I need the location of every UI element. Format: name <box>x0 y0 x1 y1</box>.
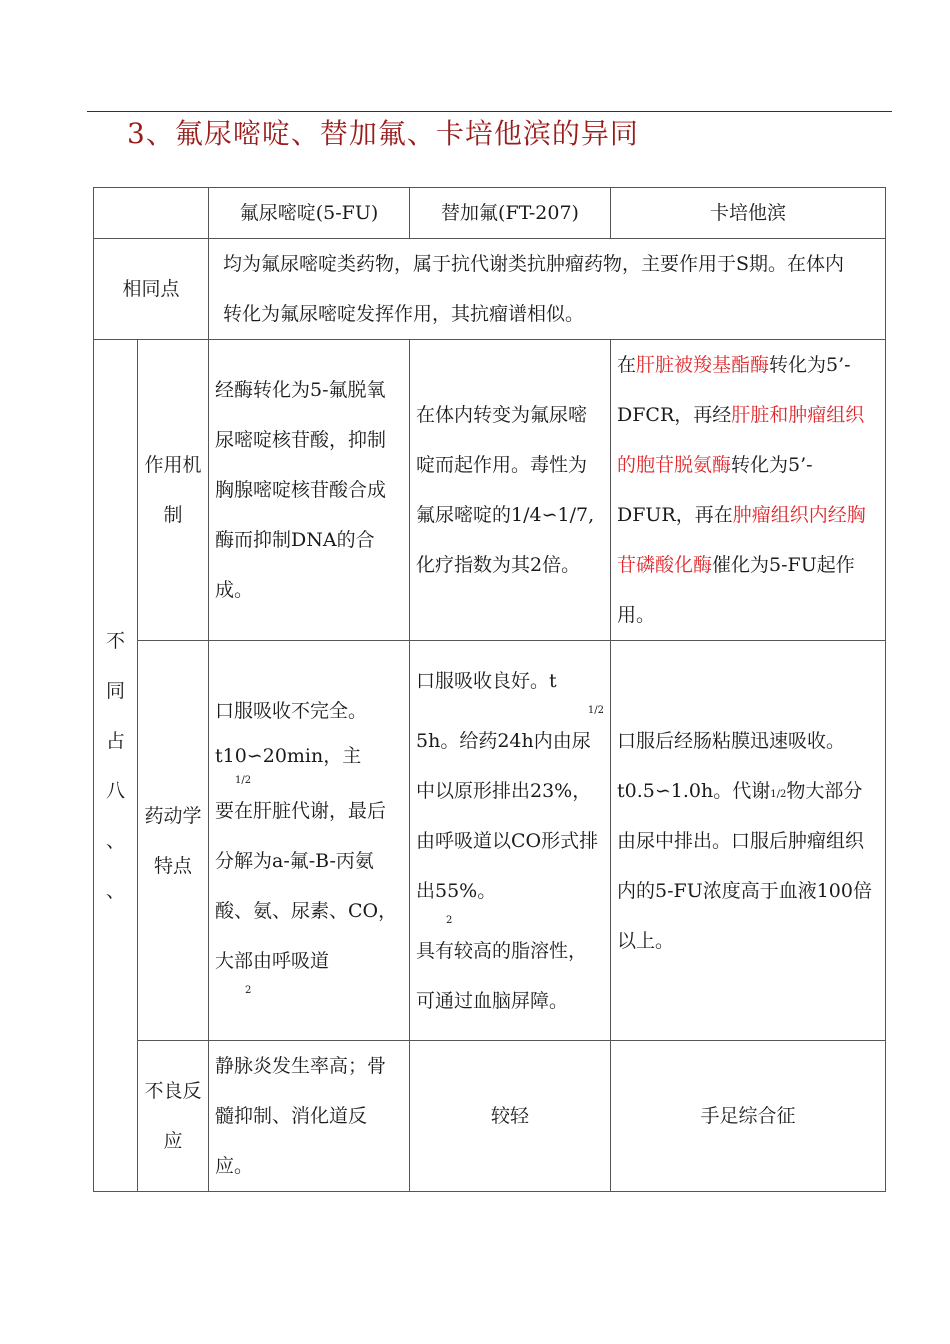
page-title: 3、氟尿嘧啶、替加氟、卡培他滨的异同 <box>127 117 639 150</box>
diff-label: 不 同 占 八 、 、 <box>94 340 138 1192</box>
mechanism-ft: 在体内转变为氟尿嘧啶而起作用。毒性为氟尿嘧啶的1/4∽1/7,化疗指数为其2倍。 <box>410 340 611 641</box>
pk-cap: 口服后经肠粘膜迅速吸收。t0.5∽1.0h。代谢1/2物大部分由尿中排出。口服后肿瘤组织内的5-FU浓度高于血液100倍以上。 <box>611 641 886 1041</box>
pk-ft: 口服吸收良好。t 1/2 5h。给药24h内由尿中以原形排出23%，由呼吸道以CO形式排出55%。 2 具有较高的脂溶性，可通过血脑屏障。 <box>410 641 611 1041</box>
adverse-ft: 较轻 <box>410 1041 611 1192</box>
same-text: 均为氟尿嘧啶类药物，属于抗代谢类抗肿瘤药物，主要作用于S期。在体内转化为氟尿嘧啶发挥作用，其抗瘤谱相似。 <box>209 239 886 340</box>
same-label: 相同点 <box>94 239 209 340</box>
adverse-cap: 手足综合征 <box>611 1041 886 1192</box>
col-header-fu: 氟尿嘧啶(5-FU) <box>209 188 410 239</box>
pk-fu: 口服吸收不完全。 t10∽20min，主 1/2 要在肝脏代谢，最后分解为a-氟-B-丙氨酸、氨、尿素、CO，大部由呼吸道 2 <box>209 641 410 1041</box>
comparison-table <box>93 187 886 1192</box>
adverse-fu: 静脉炎发生率高；骨髓抑制、消化道反应。 <box>209 1041 410 1192</box>
corner-cell <box>94 188 209 239</box>
col-header-ft: 替加氟(FT-207) <box>410 188 611 239</box>
adverse-label: 不良反应 <box>138 1041 209 1192</box>
pk-row <box>94 641 886 1041</box>
mechanism-label: 作用机制 <box>138 340 209 641</box>
mechanism-cap: 在肝脏被羧基酯酶转化为5’-DFCR，再经肝脏和肿瘤组织的胞苷脱氨酶转化为5’-DFUR，再在肿瘤组织内经胸苷磷酸化酶催化为5-FU起作用。 <box>611 340 886 641</box>
mechanism-fu: 经酶转化为5-氟脱氧尿嘧啶核苷酸，抑制胸腺嘧啶核苷酸合成酶而抑制DNA的合成。 <box>209 340 410 641</box>
pk-label: 药动学特点 <box>138 641 209 1041</box>
header-row <box>94 188 886 239</box>
same-row <box>94 239 886 340</box>
mechanism-row <box>94 340 886 641</box>
adverse-row <box>94 1041 886 1192</box>
col-header-cap: 卡培他滨 <box>611 188 886 239</box>
